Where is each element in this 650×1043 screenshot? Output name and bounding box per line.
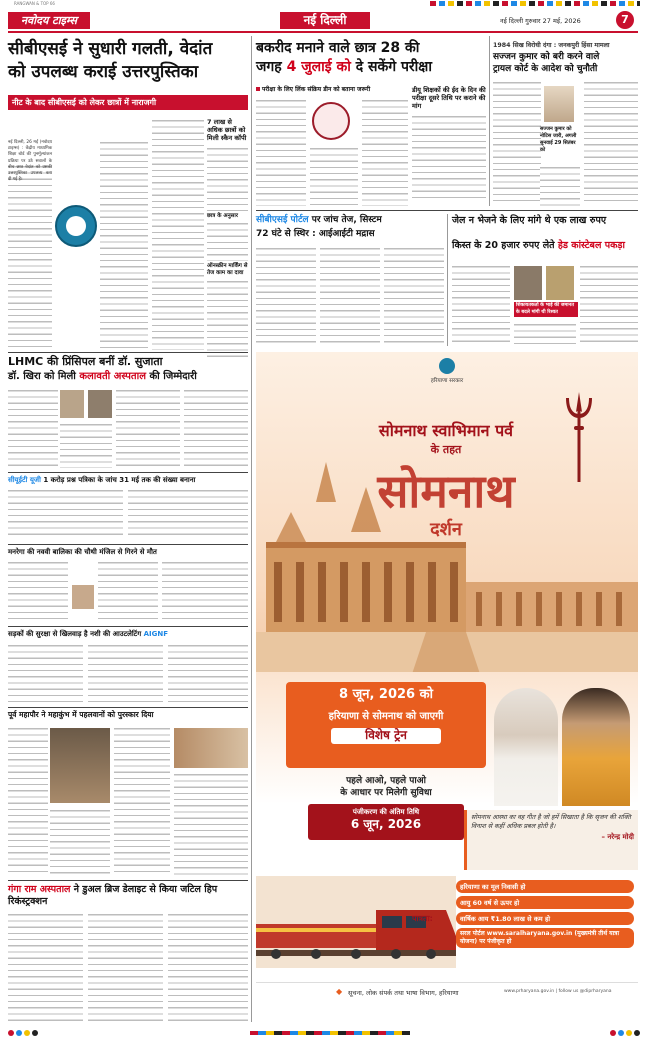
portal-body-1	[256, 246, 316, 346]
registration-strip	[0, 0, 650, 8]
cuet-body-1	[8, 488, 123, 540]
portal-headline-1	[256, 215, 446, 225]
page-number: 7	[616, 11, 634, 29]
cbse-body	[8, 140, 52, 350]
ad-reg-date: 6 जून, 2026	[350, 817, 422, 832]
eligibility-list	[456, 880, 634, 972]
constable-pull-quote: शिकायतकर्ता के भाई की जमानत के बदले मांगी थी रिश्वत	[514, 302, 578, 317]
lhmc-headline-2-c: की जिम्मेदारी	[146, 371, 197, 382]
constable-headline-1: जेल न भेजने के लिए मांगे थे एक लाख रुपए	[452, 215, 607, 226]
somnath-temple-illustration	[256, 392, 638, 692]
gangaram-body-3	[168, 912, 248, 1022]
eligibility-item: आयु 60 वर्ष से ऊपर हो	[456, 896, 634, 909]
constable-headline-2-a: किस्त के 20 हजार रुपए लेते	[452, 240, 558, 251]
riots-body-1	[493, 80, 541, 206]
cbse-box-side-head: ऑनस्क्रीन मार्किंग से तेज काम का दावा	[207, 263, 248, 277]
ad-quote: सोमनाथ आस्था का वह गीत है जो हमें सिखाता है कि सृजन की शक्ति विनाश से कहीं अधिक प्रबल होती है।	[471, 813, 631, 830]
gangaram-headline	[8, 884, 248, 908]
lhmc-body-4	[184, 388, 248, 468]
bell-icon: ◆	[336, 987, 343, 996]
riots-headline-2: ट्रायल कोर्ट के आदेश को चुनौती	[493, 64, 598, 74]
du-teachers-box-head: डीयू शिक्षकों की ईद के दिन की परीक्षा दूसरे तिथि पर कराने की मांग	[412, 86, 486, 111]
ad-train-line: हरियाणा से सोमनाथ को जाएगी	[328, 710, 444, 722]
du-teachers-box-body	[412, 114, 486, 198]
safety-headline-b: AIGNF	[141, 630, 169, 638]
masthead-date: नई दिल्ली गुरुवार 27 मई, 2026	[500, 17, 581, 25]
masthead-rule	[8, 31, 638, 33]
bakrid-tagline	[256, 85, 406, 93]
cbse-box-title: 7 लाख से अधिक छात्रों को मिली स्कैन कॉपी	[207, 118, 247, 142]
lhmc-headline-2-b: कलावती अस्पताल	[79, 371, 146, 382]
registration-dot	[16, 1030, 22, 1036]
lhmc-body	[8, 388, 58, 468]
ad-darshan-overlay: दर्शन	[430, 519, 462, 540]
eligibility-item: वार्षिक आय ₹1.80 लाख से कम हो	[456, 912, 634, 925]
sajjan-photo-caption: सज्जन कुमार को नोटिस जारी, अगली सुनवाई 29 सितंबर को	[540, 126, 577, 153]
ad-footer	[256, 982, 638, 1002]
constable-headline-2	[452, 240, 638, 251]
ad-quote-box	[464, 810, 638, 870]
ad-registration-box	[308, 804, 464, 840]
registration-dot	[32, 1030, 38, 1036]
wrestler-body-3	[114, 726, 170, 876]
portal-body-3	[384, 246, 444, 346]
ad-title-1: सोमनाथ स्वाभिमान पर्व	[378, 421, 514, 440]
bakrid-headline-2-b: 4 जुलाई को	[286, 59, 351, 75]
wrestler-body-4	[174, 772, 248, 876]
worker-body-2	[98, 560, 158, 622]
safety-body-3	[168, 643, 248, 703]
ad-footer-web: www.prharyana.gov.in | follow us @diprharyana	[504, 989, 612, 994]
gangaram-body-2	[88, 912, 163, 1022]
bakrid-body-3	[362, 98, 408, 206]
riots-body-3	[584, 80, 638, 206]
constable-body-3	[580, 264, 638, 346]
safety-body-2	[88, 643, 163, 703]
left-rule-1	[8, 352, 248, 353]
registration-dot	[634, 1030, 640, 1036]
cuet-headline-a: सीयूईटी यूजी	[8, 476, 41, 484]
eligibility-item: हरियाणा का मूल निवासी हो	[456, 880, 634, 893]
eligibility-label: पात्रता:	[412, 914, 433, 923]
bakrid-headline-2	[256, 59, 486, 75]
cbse-subhead: नीट के बाद सीबीएसई को लेकर छात्रों में नाराजगी	[8, 95, 248, 110]
ad-reg-label: पंजीकरण की अंतिम तिथि	[352, 808, 420, 816]
bakrid-headline-1: बकरीद मनाने वाले छात्र 28 की	[256, 40, 420, 56]
registration-dot	[626, 1030, 632, 1036]
gangaram-headline-b: ने डुअल ब्रिज डेलाइट से किया जटिल हिप रिकंस्ट्रक्शन	[8, 884, 218, 907]
portal-divider	[447, 214, 448, 346]
wrestler-body-2	[50, 808, 110, 876]
lhmc-photo-1	[60, 390, 84, 418]
cbse-box-subhead: छात्र के अनुसार	[207, 213, 239, 219]
lhmc-headline-2	[8, 371, 248, 383]
wrestler-body-1	[8, 726, 48, 876]
riots-headline-1: सज्जन कुमार को बरी करने वाले	[493, 52, 600, 62]
masthead-edition: नई दिल्ली	[280, 12, 370, 29]
cuet-headline	[8, 476, 248, 484]
cbse-box-body	[207, 146, 248, 211]
lhmc-headline-2-a: डॉ. खिरा को मिली	[8, 371, 80, 382]
mid-rule-1	[256, 210, 638, 211]
registration-dot	[8, 1030, 14, 1036]
eligibility-item: सरल पोर्टल www.saralharyana.gov.in (मुख्यमंत्री तीर्थ यात्रा योजना) पर पंजीकृत हो	[456, 928, 634, 948]
portal-body-2	[320, 246, 380, 346]
haryana-emblem	[439, 358, 455, 374]
ad-first-come: पहले आओ, पहले पाओ	[346, 776, 426, 786]
gangaram-headline-a: गंगा राम अस्पताल	[8, 884, 71, 895]
ad-big-word-overlay: सोमनाथ	[377, 464, 515, 518]
ad-quote-author: – नरेन्द्र मोदी	[601, 833, 634, 841]
column-divider	[251, 36, 252, 1022]
gangaram-body-1	[8, 912, 83, 1022]
left-rule-6	[8, 880, 248, 881]
modi-portrait	[494, 688, 558, 806]
safety-body-1	[8, 643, 83, 703]
ad-title-2: के तहत	[430, 443, 462, 456]
saini-portrait	[562, 688, 630, 806]
bakrid-tagline-text: परीक्षा के लिए लिंक संक्रिय डीन को बताना जरूरी	[262, 86, 371, 93]
constable-photo-2	[546, 266, 574, 300]
cbse-body-col2	[100, 140, 148, 350]
portal-headline-2: 72 घंटे से स्थिर : आईआईटी मद्रास	[256, 229, 375, 239]
cuet-body-2	[128, 488, 248, 540]
cbse-box-body-3	[207, 279, 248, 359]
top-right-divider	[489, 36, 490, 206]
wrestler-photo-2	[174, 728, 248, 768]
ad-footer-text: सूचना, लोक संपर्क तथा भाषा विभाग, हरियाणा	[348, 989, 459, 997]
registration-bar	[250, 1031, 410, 1035]
wrestler-photo	[50, 728, 110, 803]
bakrid-body-2	[310, 146, 358, 206]
worker-body-1	[8, 560, 68, 622]
ad-special: विशेष ट्रेन	[331, 728, 441, 744]
lhmc-headline-1: LHMC की प्रिंसिपल बनीं डॉ. सुजाता	[8, 355, 163, 368]
lhmc-photo-2	[88, 390, 112, 418]
cbse-box	[207, 118, 248, 348]
cbse-box-body-2	[207, 221, 248, 261]
cbse-logo	[55, 205, 97, 247]
lhmc-body-3	[116, 388, 180, 468]
bakrid-headline-2-c: दे सकेंगे परीक्षा	[350, 59, 432, 75]
left-rule-2	[8, 472, 248, 473]
ad-facility: के आधार पर मिलेगी सुविधा	[340, 788, 432, 798]
cbse-body-lead: नई दिल्ली, 26 मई (नवोदय टाइम्स) : केंद्रीय माध्यमिक शिक्षा बोर्ड की पुनर्मूल्यांकन प्रक्रिया पर उठे सवालों के बीच छात्र वेदांत को उसकी उत्तरपुस्तिका उपलब्ध करा दी गई है।	[8, 140, 52, 183]
somnath-advertisement	[256, 352, 638, 1022]
cbse-logo-inner	[66, 216, 86, 236]
cbse-body-text	[8, 164, 52, 350]
registration-label: RANGWAN & TOP 66	[14, 1, 55, 6]
cuet-headline-b: 1 करोड़ प्रश्न पत्रिका के जांच 31 मई तक की संख्या बनाना	[40, 476, 196, 484]
worker-body-3	[162, 560, 248, 622]
registration-dot	[618, 1030, 624, 1036]
left-rule-4	[8, 626, 248, 627]
worker-photo	[72, 585, 94, 609]
cbse-headline-1: सीबीएसई ने सुधारी गलती, वेदांत	[8, 39, 213, 59]
bottom-registration	[0, 1026, 650, 1040]
riots-body-2	[540, 165, 580, 206]
registration-dot	[24, 1030, 30, 1036]
portal-headline-b: पर जांच तेज, सिस्टम	[308, 215, 382, 225]
cbse-headline-2: को उपलब्ध कराई उत्तरपुस्तिका	[8, 62, 199, 82]
masthead-brand: नवोदय टाइम्स	[8, 12, 90, 29]
cbse-body-col3	[152, 118, 204, 350]
riots-kicker: 1984 सिख विरोधी दंगा : जनकपुरी हिंसा मामला	[493, 42, 610, 49]
du-teachers-box	[412, 86, 486, 206]
constable-body-2	[514, 322, 576, 346]
sajjan-photo	[544, 86, 574, 122]
portal-headline-a: सीबीएसई पोर्टल	[256, 215, 309, 225]
ad-date-banner	[286, 682, 486, 768]
ad-govt-label: हरियाणा सरकार	[430, 378, 464, 384]
worker-headline: मनरेगा की नववी बालिका की चौथी मंजिल से गिरने से मौत	[8, 548, 157, 556]
registration-marks	[430, 1, 640, 6]
left-rule-3	[8, 544, 248, 545]
du-seal	[312, 102, 350, 140]
registration-dot	[610, 1030, 616, 1036]
lhmc-body-2	[60, 422, 112, 468]
left-rule-5	[8, 707, 248, 708]
safety-headline-a: सड़कों की सुरक्षा से खिलवाड़ है नशी की आउटलेटिंग	[8, 630, 142, 638]
ad-date-line: 8 जून, 2026 को	[339, 687, 433, 702]
constable-body-1	[452, 264, 510, 346]
constable-headline-2-b: हेड कांस्टेबल पकड़ा	[557, 240, 625, 251]
wrestler-headline: पूर्व महापौर ने महाकुंभ में पहलवानों को पुरस्कार दिया	[8, 710, 154, 719]
bakrid-body-1	[256, 98, 306, 206]
safety-headline	[8, 630, 248, 638]
bakrid-headline-2-a: जगह	[256, 59, 287, 75]
constable-photo-1	[514, 266, 542, 300]
